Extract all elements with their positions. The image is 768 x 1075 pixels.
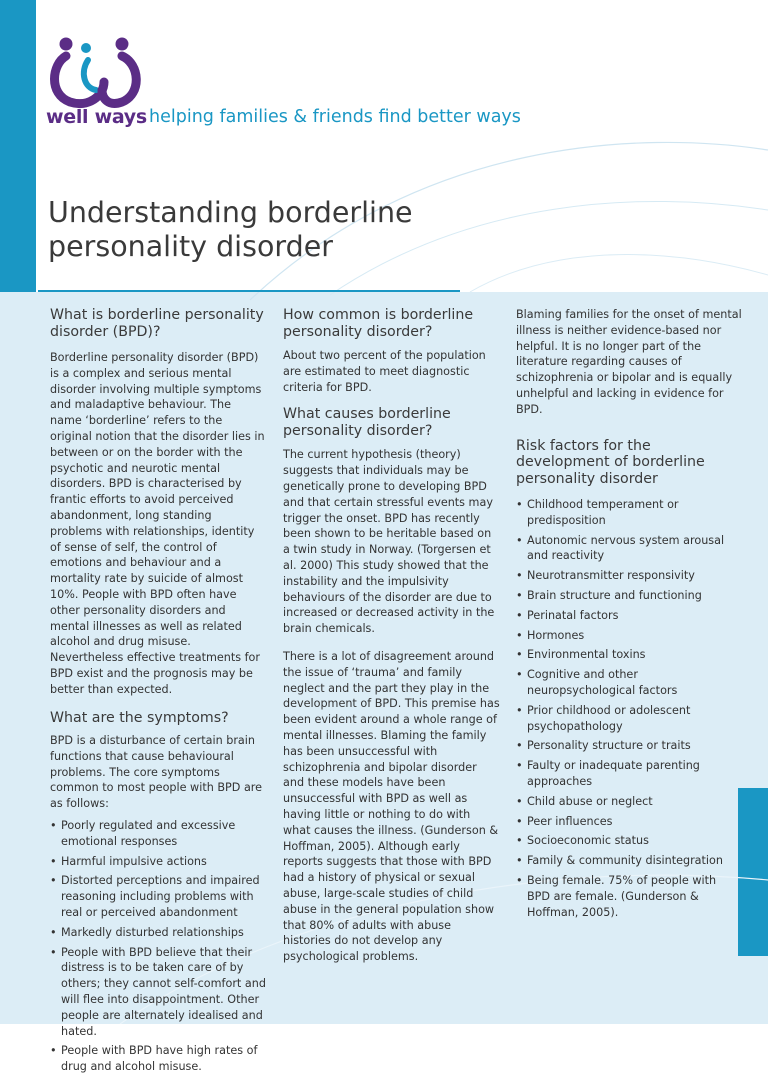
- list-item: • Cognitive and other neuropsychological factors: [516, 667, 742, 699]
- list-item: • Childhood temperament or predisposition: [516, 497, 742, 529]
- list-item: • Being female. 75% of people with BPD are female. (Gunderson & Hoffman, 2005).: [516, 873, 742, 920]
- list-item: • Harmful impulsive actions: [50, 854, 266, 870]
- list-item: • Hormones: [516, 628, 742, 644]
- list-item: • Child abuse or neglect: [516, 794, 742, 810]
- paragraph-how-common: About two percent of the population are estimated to meet diagnostic criteria for BPD.: [283, 349, 486, 394]
- list-item: • Peer influences: [516, 814, 742, 830]
- list-item: • Poorly regulated and excessive emotional responses: [50, 818, 266, 850]
- list-item: • Family & community disintegration: [516, 853, 742, 869]
- column-1: [50, 307, 266, 1075]
- list-item: • Distorted perceptions and impaired reasoning including problems with real or perceived abandonment: [50, 873, 266, 920]
- paragraph-what-is-bpd: Borderline personality disorder (BPD) is a complex and serious mental disorder involving multiple symptoms and maladaptive behaviour. The name ‘borderline’ refers to the original notion that the disorder lies in between or on the border with the psychotic and neurotic mental disorders. BPD is characterised by frantic efforts to avoid perceived abandonment, long standing problems with relationships, identity of sense of self, the control of emotions and behaviour and a mortality rate by suicide of almost 10%. People with BPD often have other personality disorders and mental illnesses as well as related alcohol and drug misuse. Nevertheless effective treatments for BPD exist and the prognosis may be better than expected.: [50, 351, 265, 696]
- right-accent-tab: [738, 788, 768, 956]
- tagline: helping families & friends find better ways: [149, 107, 521, 127]
- heading-causes: What causes borderline personality disorder?: [283, 406, 451, 439]
- list-item: • Environmental toxins: [516, 647, 742, 663]
- header-divider: [38, 290, 460, 292]
- list-item: • Faulty or inadequate parenting approaches: [516, 758, 742, 790]
- paragraph-blaming-families: Blaming families for the onset of mental illness is neither evidence-based nor helpful. It is no longer part of the literature regarding causes of schizophrenia or bipolar and is equally unhelpful and lacking in evidence for BPD.: [516, 308, 742, 416]
- list-item: • Perinatal factors: [516, 608, 742, 624]
- page-title: Understanding borderline personality disorder: [48, 196, 413, 263]
- column-2: [283, 307, 501, 965]
- list-item: • People with BPD believe that their distress is to be taken care of by others; they cannot self-comfort and will flee into disappointment. Other people are alternately idealised and hated.: [50, 945, 266, 1040]
- list-item: • Socioeconomic status: [516, 833, 742, 849]
- left-accent-bar: [0, 0, 36, 292]
- paragraph-symptoms: BPD is a disturbance of certain brain functions that cause behavioural problems. The core symptoms common to most people with BPD are as follows:: [50, 734, 263, 811]
- heading-what-is-bpd: What is borderline personality disorder (BPD)?: [50, 307, 264, 340]
- list-item: • Personality structure or traits: [516, 738, 742, 754]
- list-item: • Brain structure and functioning: [516, 588, 742, 604]
- heading-risk-factors: Risk factors for the development of borderline personality disorder: [516, 437, 705, 487]
- list-item: • Autonomic nervous system arousal and reactivity: [516, 533, 742, 565]
- paragraph-trauma: There is a lot of disagreement around the issue of ‘trauma’ and family neglect and the part they play in the development of BPD. This premise has been evident around a whole range of mental illnesses. Blaming the family has been unsuccessful with schizophrenia and bipolar disorder and these models have been unsuccessful with BPD as well as having little or nothing to do with what causes the illness. (Gunderson & Hoffman, 2005). Although early reports suggests that those with BPD had a history of physical or sexual abuse, large-scale studies of child abuse in the general population show that 80% of adults with abuse histories do not develop any psychological problems.: [283, 649, 500, 964]
- symptoms-list: [50, 818, 266, 1075]
- risk-factors-list: [516, 497, 742, 920]
- brand-name: well ways: [46, 106, 147, 128]
- heading-symptoms: What are the symptoms?: [50, 709, 229, 726]
- list-item: • Prior childhood or adolescent psychopathology: [516, 703, 742, 735]
- column-3: [516, 307, 742, 920]
- list-item: • Neurotransmitter responsivity: [516, 568, 742, 584]
- list-item: • People with BPD have high rates of drug and alcohol misuse.: [50, 1043, 266, 1075]
- heading-how-common: How common is borderline personality disorder?: [283, 307, 474, 340]
- paragraph-causes: The current hypothesis (theory) suggests that individuals may be genetically prone to developing BPD and that certain stressful events may trigger the onset. BPD has recently been shown to be heritable based on a twin study in Norway. (Torgersen et al. 2000) This study showed that the instability and the impulsivity behaviours of the disorder are due to increased or decreased activity in the brain chemicals.: [283, 448, 495, 636]
- list-item: • Markedly disturbed relationships: [50, 925, 266, 941]
